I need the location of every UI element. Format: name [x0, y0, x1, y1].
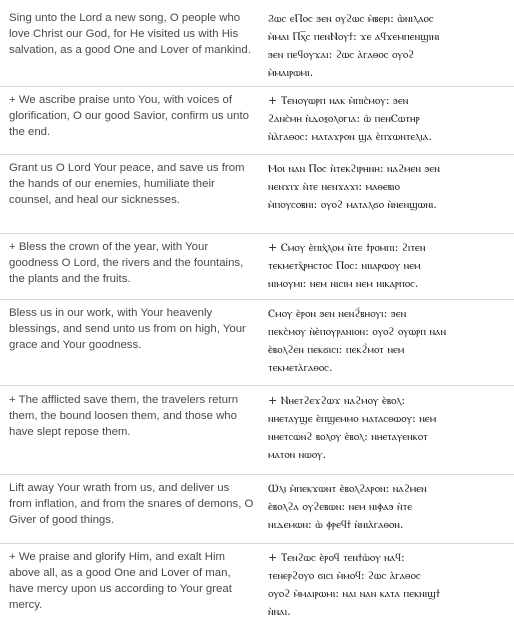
- row-divider: [0, 86, 514, 87]
- coptic-verse: [268, 10, 512, 82]
- coptic-line: Ϩⲱⲥ ⲉⲠⲟⲥ ϧⲉⲛ ⲟⲩϩⲱⲥ ⲙ̀ⲃⲉⲣⲓ: ⲱ̀ⲛⲓⲗⲁⲟⲥ: [268, 12, 434, 25]
- english-verse: Sing unto the Lord a new song, O people who love Christ our God, for He visited us with His salvation, as a good One and Lover of mankind.: [9, 12, 251, 56]
- coptic-line: ϩⲁⲛⲥ̀ⲙⲏ ⲛ̀ⲇⲟⲝⲟⲗⲟⲅⲓⲁ: ⲱ̀ ⲡⲉⲛⲤⲱⲧⲏⲣ: [268, 112, 420, 125]
- row-divider: [0, 543, 514, 544]
- english-verse: Grant us O Lord Your peace, and save us from the hands of our enemies, humiliate their counsel, and heal our sicknesses.: [9, 162, 245, 206]
- coptic-line: + Ⲛⲏⲉⲧϩⲉϫϩⲱϫ ⲛⲁϩⲙⲟⲩ ⲉ̀ⲃⲟⲗ:: [268, 394, 406, 407]
- hymn-row: [0, 8, 514, 87]
- coptic-verse: [268, 92, 512, 146]
- hymn-row: [0, 90, 514, 155]
- coptic-verse: [268, 480, 512, 534]
- coptic-line: ⲛ̀ⲁ̀ⲅⲁⲑⲟⲥ: ⲙⲁⲧⲁϫⲣⲟⲛ ϣⲁ ⲉ̀ⲡϫⲱⲛⲧⲉⲗⲓⲁ.: [268, 130, 432, 143]
- row-divider: [0, 474, 514, 475]
- coptic-line: ⲙ̀ⲙⲁⲓⲣⲱⲙⲓ.: [268, 66, 314, 79]
- coptic-line: ⲙ̀ⲡⲟⲩⲥⲟⲃⲛⲓ: ⲟⲩⲟϩ ⲙⲁⲧⲁⲗϭⲟ ⲛ̀ⲛⲉⲛϣⲱⲛⲓ.: [268, 198, 437, 211]
- hymn-row: [0, 390, 514, 475]
- coptic-verse: [268, 305, 512, 377]
- coptic-line: ⲉ̀ⲃⲟⲗϩⲁ ⲟⲩϩⲉⲃⲱⲛ: ⲛⲉⲙ ⲛⲓⲫⲁϧ ⲛ̀ⲧⲉ: [268, 500, 413, 513]
- coptic-line: Ⲥⲙⲟⲩ ⲉ̀ⲣⲟⲛ ϧⲉⲛ ⲛⲉⲛϩ̀ⲃⲏⲟⲩⲓ: ϧⲉⲛ: [268, 307, 407, 320]
- coptic-line: Ⲙⲟⲓ ⲛⲁⲛ Ⲡⲟⲥ ⲛ̀ⲧⲉⲕϩⲓⲣⲏⲛⲏ: ⲛⲁϩⲙⲉⲛ ϧⲉⲛ: [268, 162, 440, 175]
- english-verse: + We ascribe praise unto You, with voices of glorification, O our good Savior, confirm us unto the end.: [9, 94, 249, 138]
- hymn-row: [0, 478, 514, 544]
- coptic-line: ⲧⲉⲛⲉⲣϩⲟⲩⲟ ϭⲓⲥⲓ ⲙ̀ⲙⲟϥ: ϩⲱⲥ ⲁ̀ⲅⲁⲑⲟⲥ: [268, 569, 421, 582]
- coptic-verse: [268, 549, 512, 621]
- coptic-line: + Ⲧⲉⲛϩⲱⲥ ⲉ̀ⲣⲟϥ ⲧⲉⲛϯⲱ̀ⲟⲩ ⲛⲁϥ:: [268, 551, 405, 564]
- row-divider: [0, 233, 514, 234]
- coptic-line: + Ⲧⲉⲛⲟⲩⲱⲣⲡ ⲛⲁⲕ ⲙ̀ⲡⲓⲥ̀ⲙⲟⲩ: ϧⲉⲛ: [268, 94, 409, 107]
- coptic-line: ⲙ̀ⲙⲁⲓ Ⲡⲭ̅ⲥ ⲡⲉⲛⲚⲟⲩϯ: ϫⲉ ⲁϥϫⲉⲙⲡⲉⲛϣⲓⲛⲓ: [268, 30, 440, 43]
- hymn-row: [0, 547, 514, 637]
- row-divider: [0, 299, 514, 300]
- coptic-verse: [268, 392, 512, 464]
- coptic-line: ⲡⲉⲕⲥ̀ⲙⲟⲩ ⲛ̀ⲉ̀ⲡⲟⲩⲣⲁⲛⲓⲟⲛ: ⲟⲩⲟϩ ⲟⲩⲱⲣⲡ ⲛⲁⲛ: [268, 325, 447, 338]
- english-verse: Lift away Your wrath from us, and deliver us from inflation, and from the snares of demons, O Giver of good things.: [9, 482, 254, 526]
- row-divider: [0, 385, 514, 386]
- english-verse: Bless us in our work, with Your heavenly blessings, and send unto us from on high, Your grace and Your goodness.: [9, 307, 246, 351]
- coptic-line: ϧⲉⲛ ⲡⲉϥⲟⲩϫⲁⲓ: ϩⲱⲥ ⲁ̀ⲅⲁⲑⲟⲥ ⲟⲩⲟϩ: [268, 48, 415, 61]
- english-verse: + The afflicted save them, the travelers return them, the bound loosen them, and those who have slept repose them.: [9, 394, 239, 438]
- coptic-line: ⲛⲓⲇⲉⲙⲱⲛ: ⲱ̀ ⲫⲣⲉϥϯ ⲛ̀ⲛⲓⲁ̀ⲅⲁⲑⲟⲛ.: [268, 518, 404, 531]
- coptic-line: ⲧⲉⲕⲙⲉⲧⲭ̀ⲣⲏⲥⲧⲟⲥ Ⲡⲟⲥ: ⲛⲓⲓⲁⲣⲱⲟⲩ ⲛⲉⲙ: [268, 259, 421, 272]
- coptic-line: ⲛⲏⲉⲧⲥⲱⲛϩ ⲃⲟⲗⲟⲩ ⲉ̀ⲃⲟⲗ: ⲛⲏⲉⲧⲁⲩⲉⲛⲕⲟⲧ: [268, 430, 428, 443]
- coptic-line: ⲉ̀ⲃⲟⲗϩⲉⲛ ⲡⲉⲕϭⲓⲥⲓ: ⲡⲉⲕϩ̀ⲙⲟⲧ ⲛⲉⲙ: [268, 343, 405, 356]
- english-verse: + Bless the crown of the year, with Your goodness O Lord, the rivers and the fountains, the plants and the fruits.: [9, 241, 244, 285]
- coptic-line: + Ⲥⲙⲟⲩ ⲉ̀ⲡⲓⲭ̀ⲗⲟⲙ ⲛ̀ⲧⲉ ϯⲣⲟⲙⲡⲓ: ϩⲓⲧⲉⲛ: [268, 241, 426, 254]
- coptic-line: ⲙⲁⲧⲟⲛ ⲛⲱⲟⲩ.: [268, 448, 327, 461]
- hymn-row: [0, 303, 514, 386]
- coptic-verse: [268, 239, 512, 293]
- coptic-line: ⲧⲉⲕⲙⲉⲧⲁ̀ⲅⲁⲑⲟⲥ.: [268, 361, 333, 374]
- hymn-row: [0, 237, 514, 300]
- coptic-line: Ⲱⲗⲓ ⲙ̀ⲡⲉⲕϫⲱⲛⲧ ⲉ̀ⲃⲟⲗϩⲁⲣⲟⲛ: ⲛⲁϩⲙⲉⲛ: [268, 482, 427, 495]
- coptic-line: ⲟⲩⲟϩ ⲙ̀ⲙⲁⲓⲣⲱⲙⲓ: ⲛⲁⲓ ⲛⲁⲛ ⲕⲁⲧⲁ ⲡⲉⲕⲛⲓϣϯ: [268, 587, 441, 600]
- coptic-line: ⲛⲓⲙⲟⲩⲙⲓ: ⲛⲉⲙ ⲛⲓⲥⲓⲙ ⲛⲉⲙ ⲛⲓⲕⲁⲣⲡⲟⲥ.: [268, 277, 419, 290]
- row-divider: [0, 154, 514, 155]
- coptic-line: ⲛ̀ⲛⲁⲓ.: [268, 605, 291, 618]
- coptic-line: ⲛⲏⲉⲧⲁⲩϣⲉ ⲉ̀ⲡϣⲉⲙⲙⲟ ⲙⲁⲧⲁⲥⲑⲱⲟⲩ: ⲛⲉⲙ: [268, 412, 437, 425]
- coptic-verse: [268, 160, 512, 214]
- coptic-line: ⲛⲉⲛϫⲓϫ ⲛ̀ⲧⲉ ⲛⲉⲛϫⲁϫⲓ: ⲙⲁⲑⲉⲃⲓⲟ: [268, 180, 400, 193]
- hymn-row: [0, 158, 514, 234]
- english-verse: + We praise and glorify Him, and exalt Him above all, as a good One and Lover of man, have mercy upon us according to Your great mercy.: [9, 551, 232, 611]
